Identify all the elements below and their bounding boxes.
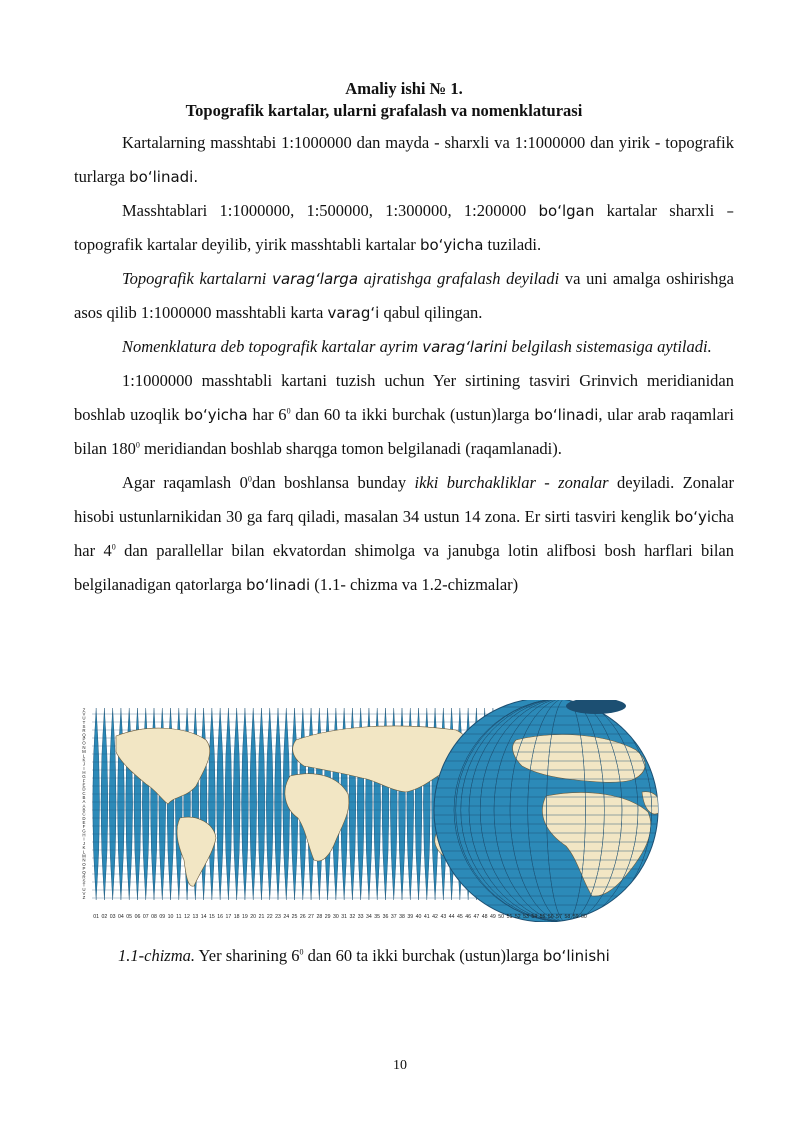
- p2-text-g: tuziladi.: [483, 235, 542, 254]
- column-number-label: 42: [432, 914, 438, 920]
- column-number-label: 22: [266, 914, 273, 920]
- p2-text-a: Masshtablari 1:1000000, 1:500000, 1:300000, 1:200000: [122, 201, 539, 220]
- column-number-label: 56: [547, 914, 554, 920]
- column-number-label: 54: [531, 914, 538, 920]
- column-number-label: 03: [109, 914, 116, 920]
- column-number-label: 07: [142, 914, 149, 920]
- figure-caption: [118, 946, 610, 966]
- p1-text-b: bo‘linadi.: [129, 168, 199, 186]
- row-letter-label: L: [82, 849, 86, 855]
- map-gore: [266, 708, 273, 900]
- map-gore: [217, 708, 224, 900]
- p4-text-b: varag‘larini: [422, 338, 508, 356]
- map-gore: [225, 708, 232, 900]
- column-number-label: 41: [423, 914, 430, 920]
- row-letter-label: B: [82, 807, 86, 813]
- caption-text-3: bo‘linishi: [542, 947, 610, 965]
- p6-text-j: bo‘linadi: [245, 576, 311, 594]
- row-letter-label: H: [82, 769, 86, 775]
- column-number-label: 12: [184, 914, 190, 920]
- column-number-label: 46: [465, 914, 472, 920]
- column-number-label: 24: [283, 914, 290, 920]
- p3-text-f: qabul qilingan.: [379, 303, 483, 322]
- caption-label: 1.1-chizma.: [118, 946, 195, 965]
- row-letter-label: O: [82, 861, 86, 867]
- column-number-label: 50: [498, 914, 505, 920]
- row-letter-label: Q: [82, 732, 86, 738]
- p2-text-c: kartalar sharxli: [594, 201, 727, 220]
- column-number-label: 57: [556, 914, 562, 920]
- p6-text-e: deyiladi. Zonalar hisobi ustunlarnikidan 30 ga farq qiladi, masalan 34 ustun 14 zona. Er sirti tasviri kenglik: [74, 473, 734, 526]
- row-letter-label: N: [82, 744, 86, 750]
- map-gore: [109, 708, 116, 900]
- column-number-label: 20: [250, 914, 257, 920]
- column-number-label: 01: [93, 914, 100, 920]
- row-letter-label: M: [82, 853, 86, 859]
- column-number-label: 55: [539, 914, 546, 920]
- row-letter-label: C: [82, 790, 86, 796]
- column-number-label: 45: [456, 914, 463, 920]
- row-letter-label: N: [82, 857, 86, 863]
- row-letter-label: P: [82, 736, 86, 742]
- row-letter-label: Z: [82, 895, 86, 901]
- gores-map-figure: [76, 700, 676, 922]
- row-letter-label: E: [82, 782, 86, 788]
- map-gore: [233, 708, 240, 900]
- row-letter-label: R: [82, 728, 86, 734]
- p5-text-g: , ular arab raqamlari bilan 180: [74, 405, 734, 458]
- column-number-label: 29: [324, 914, 331, 920]
- p6-degree-2: 0: [111, 542, 116, 552]
- column-number-label: 34: [366, 914, 372, 920]
- map-gore: [241, 708, 248, 900]
- row-letter-label: I: [83, 765, 85, 771]
- column-number-label: 43: [440, 914, 447, 920]
- row-letter-label: Z: [82, 707, 86, 713]
- row-letter-label: P: [82, 865, 86, 871]
- column-number-label: 02: [101, 914, 108, 920]
- p1-text: Kartalarning masshtabi 1:1000000 dan mayda - sharxli va 1:1000000 dan yirik - topografik turlarga: [74, 133, 734, 186]
- column-number-label: 37: [390, 914, 397, 920]
- column-number-label: 31: [341, 914, 348, 920]
- p6-text-d: ikki burchakliklar - zonalar: [414, 473, 609, 492]
- row-letter-label: C: [82, 811, 86, 817]
- p6-degree: 0: [247, 474, 252, 484]
- p5-degree-2: 0: [135, 440, 140, 450]
- page-number: 10: [393, 1058, 407, 1073]
- p2-text-e: topografik kartalar deyilib, yirik masshtabli kartalar: [74, 235, 420, 254]
- column-number-label: 49: [490, 914, 496, 920]
- column-number-label: 17: [225, 914, 232, 920]
- map-gore: [250, 708, 257, 900]
- row-letter-label: S: [82, 878, 86, 884]
- column-number-label: 10: [167, 914, 174, 920]
- column-number-label: 05: [126, 914, 133, 920]
- column-number-label: 11: [176, 914, 182, 920]
- document-page: [74, 78, 734, 602]
- p6-text-a: Agar raqamlash 0: [122, 473, 248, 492]
- map-gore: [93, 708, 100, 900]
- column-number-label: 33: [357, 914, 364, 920]
- map-gore: [275, 708, 282, 900]
- paragraph-4: [74, 330, 734, 364]
- document-title: Amaliy ishi № 1.: [345, 79, 463, 98]
- column-number-label: 47: [473, 914, 480, 920]
- column-number-label: 15: [208, 914, 215, 920]
- column-number-label: 19: [242, 914, 248, 920]
- p6-text-i: dan parallellar bilan ekvatordan shimolga va janubga lotin alifbosi bosh harflari bilan belgilanadigan qatorlarga: [74, 541, 734, 594]
- column-number-label: 25: [291, 914, 298, 920]
- column-number-label: 18: [233, 914, 240, 920]
- column-number-label: 59: [572, 914, 579, 920]
- row-letter-label: G: [82, 828, 86, 834]
- column-number-label: 53: [523, 914, 529, 920]
- row-letter-label: D: [82, 815, 86, 821]
- column-number-label: 39: [407, 914, 414, 920]
- caption-text: Yer sharining 6: [195, 946, 300, 965]
- p3-text-c: ajratishga grafalash deyiladi: [358, 269, 560, 288]
- p3-text-a: Topografik kartalarni: [122, 269, 273, 288]
- p4-text-c: belgilash sistemasiga aytiladi.: [507, 337, 712, 356]
- column-number-label: 28: [316, 914, 323, 920]
- row-letter-label: K: [82, 845, 86, 851]
- map-gore: [258, 708, 265, 900]
- column-number-label: 27: [308, 914, 314, 920]
- column-number-label: 58: [564, 914, 571, 920]
- p5-text-a: 1:1000000 masshtabli kartani tuzish uchun Yer sirtining tasviri Grinvich meridianidan boshlab uzoqlik: [74, 371, 734, 424]
- p2-dash: –: [726, 202, 734, 220]
- map-gore: [101, 708, 108, 900]
- row-letter-label: K: [82, 757, 86, 763]
- p6-text-k: (1.1- chizma va 1.2-chizmalar): [310, 575, 519, 594]
- p3-text-b: varag‘larga: [272, 270, 359, 288]
- row-letter-label: E: [82, 820, 86, 826]
- row-letter-label: U: [82, 886, 86, 892]
- p2-text-b: bo‘lgan: [538, 202, 595, 220]
- column-number-label: 30: [332, 914, 339, 920]
- paragraph-3: [74, 262, 734, 330]
- column-number-label: 60: [580, 914, 587, 920]
- row-letter-labels: [82, 707, 86, 900]
- map-gore: [208, 708, 215, 900]
- p2-text-f: bo‘yicha: [419, 236, 484, 254]
- column-number-label: 51: [506, 914, 513, 920]
- p3-text-e: varag‘i: [327, 304, 380, 322]
- column-number-label: 09: [159, 914, 166, 920]
- column-number-label: 06: [134, 914, 141, 920]
- column-number-label: 08: [151, 914, 157, 920]
- column-number-label: 35: [374, 914, 381, 920]
- column-number-label: 14: [200, 914, 207, 920]
- row-letter-label: V: [82, 711, 86, 717]
- p6-text-c: dan boshlansa bunday: [251, 473, 415, 492]
- column-number-label: 13: [192, 914, 199, 920]
- document-subtitle: Topografik kartalar, ularni grafalash va nomenklaturasi: [185, 101, 583, 120]
- row-letter-label: R: [82, 874, 86, 880]
- row-letter-label: B: [82, 794, 86, 800]
- column-number-label: 40: [415, 914, 422, 920]
- row-letter-label: L: [82, 753, 86, 759]
- row-letter-label: H: [82, 832, 86, 838]
- row-letter-label: J: [82, 761, 86, 767]
- row-letter-label: S: [82, 724, 86, 730]
- p5-text-c: har 6: [247, 405, 287, 424]
- p6-text-g: cha har 4: [74, 507, 734, 560]
- column-number-label: 48: [481, 914, 488, 920]
- column-number-label: 44: [448, 914, 455, 920]
- row-letter-label: V: [82, 890, 86, 896]
- globe: [434, 700, 676, 922]
- row-letter-label: F: [82, 778, 86, 784]
- row-letter-label: A: [82, 803, 86, 809]
- p5-text-e: dan 60 ta ikki burchak (ustun)larga: [290, 405, 535, 424]
- caption-text-2: dan 60 ta ikki burchak (ustun)larga: [303, 946, 543, 965]
- column-number-label: 36: [382, 914, 389, 920]
- row-letter-label: T: [82, 719, 86, 725]
- column-number-label: 32: [349, 914, 356, 920]
- paragraph-1: [74, 126, 734, 194]
- row-letter-label: G: [82, 774, 86, 780]
- row-letter-label: F: [82, 824, 86, 830]
- row-letter-label: T: [82, 882, 86, 888]
- paragraph-2: [74, 194, 734, 262]
- p4-text-a: Nomenklatura deb topografik kartalar ayrim: [122, 337, 423, 356]
- row-letter-label: O: [82, 740, 86, 746]
- row-letter-label: U: [82, 715, 86, 721]
- p6-text-f: bo‘yi: [674, 508, 712, 526]
- column-number-label: 21: [258, 914, 265, 920]
- caption-degree: 0: [299, 947, 304, 957]
- p5-text-b: bo‘yicha: [184, 406, 248, 424]
- row-letter-label: M: [82, 749, 86, 755]
- p5-text-i: meridiandan boshlab sharqga tomon belgilanadi (raqamlanadi).: [139, 439, 562, 458]
- p5-text-f: bo‘linadi: [534, 406, 599, 424]
- column-number-label: 52: [514, 914, 521, 920]
- row-letter-label: Q: [82, 870, 86, 876]
- paragraph-5: [74, 364, 734, 466]
- p3-text-d: va uni amalga oshirishga asos qilib 1:1000000 masshtabli karta: [74, 269, 734, 322]
- paragraph-6: [74, 466, 734, 602]
- p5-degree: 0: [286, 406, 291, 416]
- row-letter-label: J: [82, 840, 86, 846]
- column-number-label: 23: [275, 914, 281, 920]
- column-number-label: 04: [118, 914, 124, 920]
- row-letter-label: A: [82, 799, 86, 805]
- column-number-label: 16: [217, 914, 224, 920]
- column-number-label: 38: [399, 914, 405, 920]
- row-letter-label: I: [83, 836, 85, 842]
- row-letter-label: D: [82, 786, 86, 792]
- column-number-label: 26: [299, 914, 306, 920]
